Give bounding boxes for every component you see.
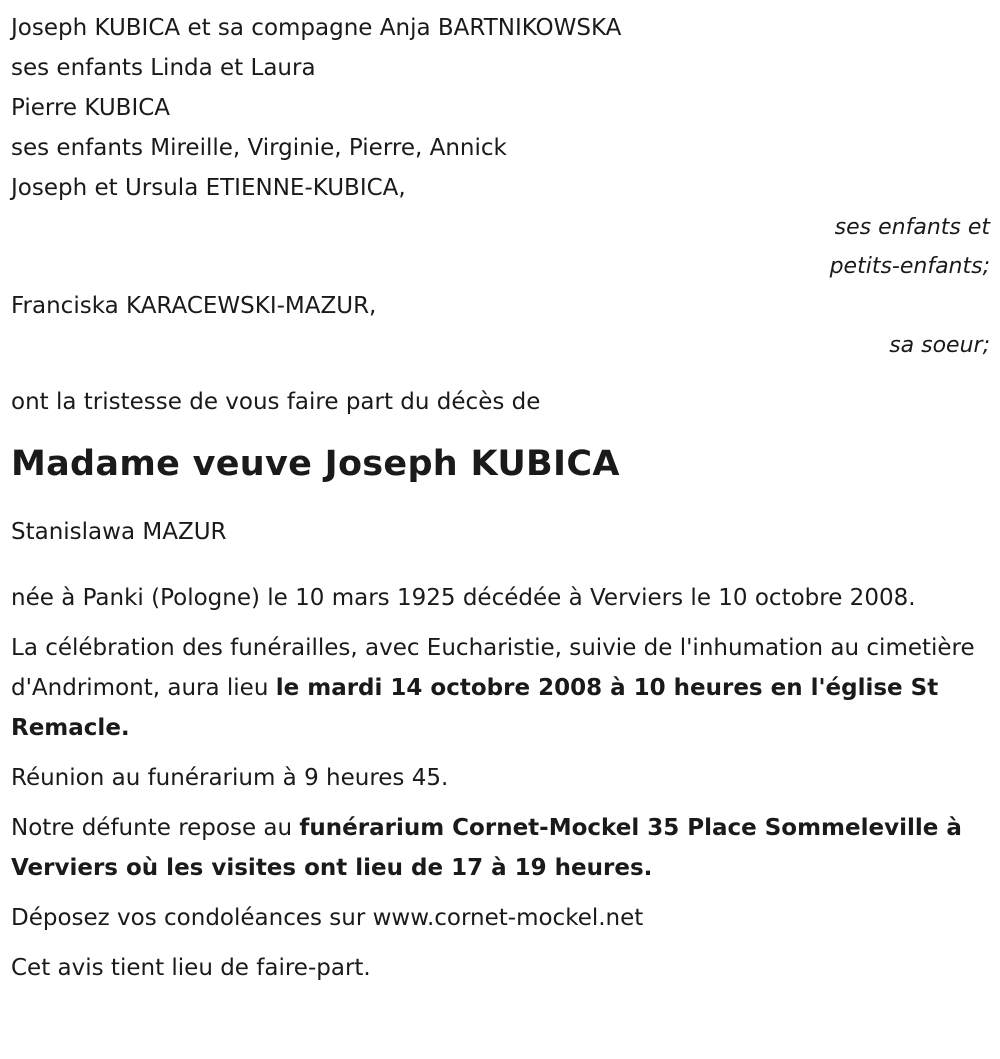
notice-paragraph: Cet avis tient lieu de faire-part.	[11, 955, 371, 981]
maiden-name: Stanislawa MAZUR	[11, 519, 227, 545]
funeral-text: La célébration des funérailles, avec Eucharistie, suivie de l'inhumation au cimetière d'Andrimont, aura lieu	[11, 635, 975, 701]
family-line-2: ses enfants Linda et Laura	[11, 55, 316, 81]
funeral-date-place: le mardi 14 octobre 2008 à 10 heures en l'église St Remacle.	[11, 675, 939, 741]
announcement-text: ont la tristesse de vous faire part du décès de	[11, 389, 541, 415]
relation-sister: sa soeur;	[889, 333, 990, 358]
relation-children-1: ses enfants et	[834, 215, 990, 240]
family-line-1: Joseph KUBICA et sa compagne Anja BARTNIKOWSKA	[11, 15, 622, 41]
deceased-title: Madame veuve Joseph KUBICA	[11, 444, 620, 484]
funeral-paragraph	[11, 628, 991, 748]
relation-children-2: petits-enfants;	[829, 254, 990, 279]
birth-death-paragraph: née à Panki (Pologne) le 10 mars 1925 décédée à Verviers le 10 octobre 2008.	[11, 585, 916, 611]
rest-paragraph	[11, 808, 991, 888]
rest-text: Notre défunte repose au	[11, 815, 300, 841]
family-line-5: Joseph et Ursula ETIENNE-KUBICA,	[11, 175, 406, 201]
condolences-paragraph: Déposez vos condoléances sur www.cornet-mockel.net	[11, 905, 644, 931]
family-line-3: Pierre KUBICA	[11, 95, 171, 121]
obituary-notice	[11, 8, 991, 988]
gathering-paragraph: Réunion au funérarium à 9 heures 45.	[11, 765, 449, 791]
funeral-home-details: funérarium Cornet-Mockel 35 Place Sommeleville à Verviers où les visites ont lieu de 17 à 19 heures.	[11, 815, 962, 881]
family-line-4: ses enfants Mireille, Virginie, Pierre, Annick	[11, 135, 507, 161]
family-line-6: Franciska KARACEWSKI-MAZUR,	[11, 293, 377, 319]
